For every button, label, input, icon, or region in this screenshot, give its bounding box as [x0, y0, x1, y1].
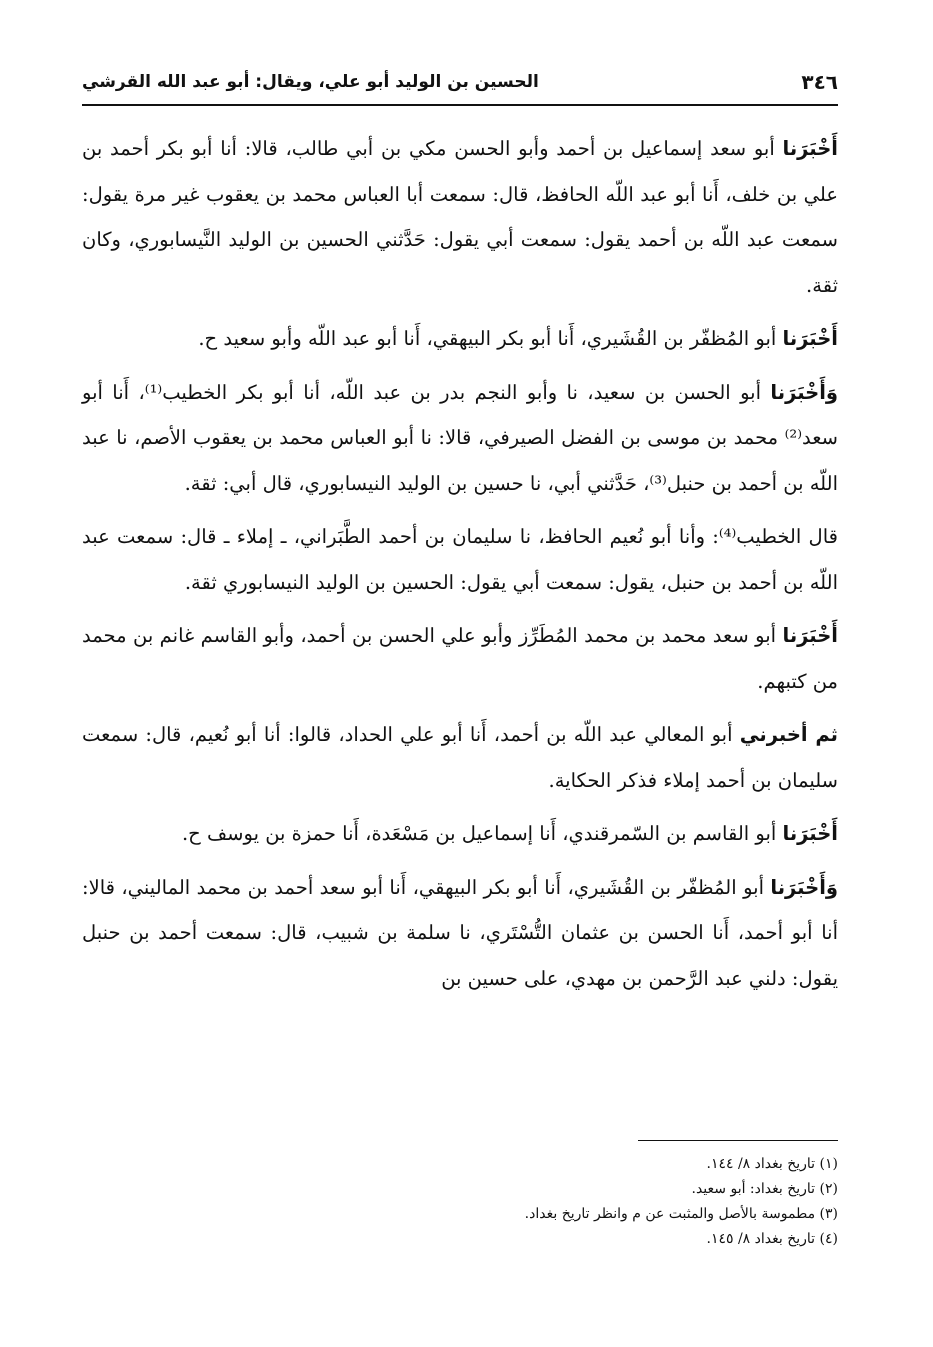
paragraph-lead: أَخْبَرَنا [782, 137, 838, 160]
paragraph-text: أبو المعالي عبد اللّه بن أحمد، أَنا أبو علي الحداد، قالوا: أنا أبو نُعيم، قال: سمعت سليمان بن أحمد إملاء فذكر الحكاية. [82, 723, 838, 792]
paragraph-lead: ثم أخبرني [739, 723, 838, 746]
page-header [82, 62, 838, 102]
main-text [82, 126, 838, 1009]
paragraph [82, 514, 838, 605]
footnotes [82, 1152, 838, 1252]
paragraph-text: قال الخطيب⁽⁴⁾: وأنا أبو نُعيم الحافظ، نا سليمان بن أحمد الطَّبَراني، ـ إملاء ـ قال: سمعت عبد اللّه بن أحمد بن حنبل، يقول: سمعت أبي يقول: الحسين بن الوليد النيسابوري ثقة. [82, 525, 838, 594]
paragraph-lead: وَأَخْبَرَنا [770, 380, 839, 404]
page-number: ٣٤٦ [801, 70, 838, 94]
paragraph [82, 126, 838, 308]
paragraph-text: أبو المُظفّر بن القُشَيري، أَنا أبو بكر البيهقي، أَنا أبو سعد أحمد بن محمد الماليني، قالا: أنا أبو أحمد، أَنا الحسن بن عثمان التُّسْتَري، نا سلمة بن شبيب، قال: سمعت أحمد بن حنبل يقول: دلني عبد الرَّحمن بن مهدي، على حسين بن [82, 875, 838, 990]
footnote: (٢) تاريخ بغداد: أبو سعيد. [691, 1181, 838, 1197]
footnote-rule [638, 1140, 838, 1141]
header-rule [82, 104, 838, 106]
paragraph [82, 370, 838, 507]
paragraph-lead: أَخْبَرَنا [782, 327, 838, 350]
footnote: (٤) تاريخ بغداد ٨/ ١٤٥. [706, 1231, 838, 1247]
paragraph-lead: أَخْبَرَنا [782, 822, 838, 845]
paragraph-text: أبو المُظفّر بن القُشَيري، أَنا أبو بكر البيهقي، أَنا أبو عبد اللّه وأبو سعيد ح. [198, 327, 783, 350]
running-title: الحسين بن الوليد أبو علي، ويقال: أبو عبد الله القرشي [82, 72, 539, 92]
paragraph [82, 811, 838, 857]
paragraph-text: أبو سعد محمد بن محمد المُطَرِّز وأبو علي الحسن بن أحمد، وأبو القاسم غانم بن محمد من كتبهم. [82, 624, 838, 693]
paragraph [82, 712, 838, 803]
paragraph [82, 613, 838, 704]
paragraph-text: أبو الحسن بن سعيد، نا وأبو النجم بدر بن عبد اللّه، أنا أبو بكر الخطيب⁽¹⁾، أَنا أبو سعد⁽²⁾ محمد بن موسى بن الفضل الصيرفي، قالا: نا أبو العباس محمد بن يعقوب الأصم، نا عبد اللّه بن أحمد بن حنبل⁽³⁾، حَدَّثني أبي، نا حسين بن الوليد النيسابوري، قال أبي: ثقة. [82, 380, 838, 495]
paragraph-lead: أَخْبَرَنا [782, 624, 838, 647]
paragraph-text: أبو سعد إسماعيل بن أحمد وأبو الحسن مكي بن أبي طالب، قالا: أنا أبو بكر أحمد بن علي بن خلف، أَنا أبو عبد اللّه الحافظ، قال: سمعت أبا العباس محمد بن يعقوب غير مرة يقول: سمعت عبد اللّه بن أحمد يقول: سمعت أبي يقول: حَدَّثني الحسين بن الوليد النَّيسابوري، وكان ثقة. [82, 137, 838, 297]
footnote: (٣) مطموسة بالأصل والمثبت عن م وانظر تاريخ بغداد. [524, 1206, 838, 1222]
paragraph [82, 316, 838, 362]
paragraph [82, 865, 838, 1002]
footnote: (١) تاريخ بغداد ٨/ ١٤٤. [706, 1156, 838, 1172]
paragraph-text: أبو القاسم بن السّمرقندي، أَنا إسماعيل بن مَسْعَدة، أَنا حمزة بن يوسف ح. [181, 822, 783, 845]
paragraph-lead: وَأَخْبَرَنا [770, 875, 838, 899]
